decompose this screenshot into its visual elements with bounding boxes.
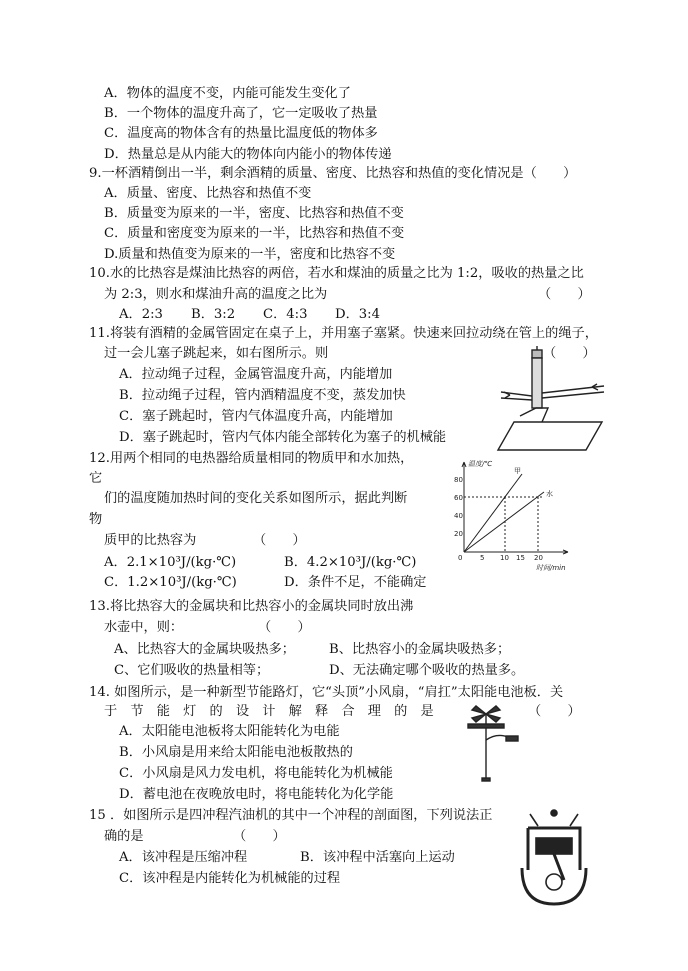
q11-option-b: B．拉动绳子过程，管内酒精温度不变，蒸发加快 [119,388,406,403]
crankshaft [546,874,562,890]
tube-clamp [520,408,548,422]
q14-option-c: C．小风扇是风力发电机，将电能转化为机械能 [119,766,393,781]
temperature-time-graph [450,456,580,574]
q15-option-c: C．该冲程是内能转化为机械能的过程 [119,871,341,886]
q11-answer-bracket: （ ） [543,346,596,361]
q9-option-c: C．质量和密度变为原来的一半，比热容和热值不变 [104,226,405,241]
q13-option-a: A、比热容大的金属块吸热多； [114,642,295,657]
q12-option-d: D．条件不足，不能确定 [284,575,427,590]
q12-stem-line1: 12.用两个相同的电热器给质量相同的物质甲和水加热， [89,451,414,466]
spark-plug [551,810,557,816]
q10-option-d: D．3:4 [335,307,380,322]
q10-stem-line1: 10.水的比热容是煤油比热容的两倍，若水和煤油的质量之比为 1:2，吸收的热量之比 [89,266,584,281]
q13-stem-line1: 13.将比热容大的金属块和比热容小的金属块同时放出沸 [89,599,414,614]
q9-option-d: D.质量和热值变为原来的一半，密度和比热容不变 [104,247,396,262]
q15-option-a: A．该冲程是压缩冲程 [119,850,248,865]
q14-stem-line2: 于 节 能 灯 的 设 计 解 释 合 理 的 是 [104,704,434,719]
xtick-5: 5 [480,554,485,562]
q12-answer-bracket: （ ） [253,533,306,548]
q12-stem-line2: 它 [89,471,103,486]
line-jia [464,474,522,552]
graph-label-shui: 水 [546,490,553,498]
q13-stem-line2: 水壶中，则： [104,620,184,635]
q13-option-c: C、它们吸收的热量相等； [114,663,270,678]
stopper-shape [532,350,542,358]
q15-stem-line2: 确的是 [104,829,144,844]
q12-option-c: C．1.2×10³J/(kg·℃) [104,575,237,590]
metal-tube-figure [496,346,608,454]
q12-option-b: B．4.2×10³J/(kg·℃) [284,555,417,570]
q9-option-b: B．质量变为原来的一半，密度、比热容和热值不变 [104,206,404,221]
ytick-20: 20 [454,530,463,538]
q11-option-a: A．拉动绳子过程，金属管温度升高，内能增加 [119,367,393,382]
ytick-60: 60 [454,494,463,502]
q11-stem-line1: 11.将装有酒精的金属管固定在桌子上，并用塞子塞紧。快速来回拉动绕在管上的绳子， [89,326,598,341]
piston [536,838,572,854]
q9-stem: 9.一杯酒精倒出一半，剩余酒精的质量、密度、比热容和热值的变化情况是（ ） [89,166,577,181]
q14-option-d: D．蓄电池在夜晚放电时，将电能转化为化学能 [119,787,394,802]
xtick-20: 20 [534,554,543,562]
xtick-15: 15 [516,554,525,562]
xtick-0: 0 [458,554,463,562]
tube-body [532,358,542,408]
q11-option-d: D．塞子跳起时，管内气体内能全部转化为塞子的机械能 [119,430,447,445]
graph-label-jia: 甲 [514,467,521,475]
table-top [498,422,602,450]
ytick-40: 40 [454,512,463,520]
q10-stem-line2: 为 2:3，则水和煤油升高的温度之比为 [104,287,328,302]
q11-option-c: C．塞子跳起时，管内气体温度升高，内能增加 [119,409,393,424]
q15-answer-bracket: （ ） [233,829,286,844]
q10-option-b: B．3:2 [191,307,236,322]
ytick-80: 80 [454,476,463,484]
q13-option-d: D、无法确定哪个吸收的热量多。 [329,663,525,678]
q10-option-c: C．4:3 [263,307,308,322]
q12-option-a: A．2.1×10³J/(kg·℃) [104,555,237,570]
rope-right-2 [542,392,604,398]
lamp-head [506,736,518,741]
q8-option-a: A．物体的温度不变，内能可能发生变化了 [104,86,351,101]
xtick-10: 10 [500,554,509,562]
q15-option-b: B．该冲程中活塞向上运动 [300,850,455,865]
graph-ylabel: 温度/℃ [468,460,493,468]
q15-stem-line1: 15 ．如图所示是四冲程汽油机的其中一个冲程的剖面图，下列说法正 [89,808,493,823]
graph-xlabel: 时间/min [536,564,566,572]
q13-option-b: B、比热容小的金属块吸热多； [329,642,511,657]
line-shui [464,492,544,552]
q13-answer-bracket: （ ） [258,620,311,635]
q11-stem-line2: 过一会儿塞子跳起来，如右图所示。则 [104,346,329,361]
solar-panel [468,724,504,728]
q8-option-b: B．一个物体的温度升高了，它一定吸收了热量 [104,106,378,121]
q12-stem-line3: 们的温度随加热时间的变化关系如图所示，据此判断 [104,491,408,506]
q10-answer-bracket: （ ） [538,287,591,302]
q12-stem-line4: 物 [89,512,103,527]
q14-option-b: B．小风扇是用来给太阳能电池板散热的 [119,745,353,760]
q9-option-a: A．质量、密度、比热容和热值不变 [104,186,312,201]
q14-option-a: A．太阳能电池板将太阳能转化为电能 [119,724,340,739]
q14-stem-line1: 14. 如图所示，是一种新型节能路灯，它“头顶”小风扇，“肩扛”太阳能电池板．关 [89,685,564,700]
street-lamp-figure [462,702,532,782]
q8-option-c: C．温度高的物体含有的热量比温度低的物体多 [104,126,378,141]
q12-stem-line5: 质甲的比热容为 [104,533,197,548]
q8-option-d: D．热量总是从内能大的物体向内能小的物体传递 [104,147,392,162]
rope-right-1 [542,386,604,393]
q14-answer-bracket: （ ） [528,704,581,719]
lamp-base [482,778,490,781]
q10-option-a: A．2:3 [119,307,163,322]
engine-cross-section-figure [516,808,592,908]
